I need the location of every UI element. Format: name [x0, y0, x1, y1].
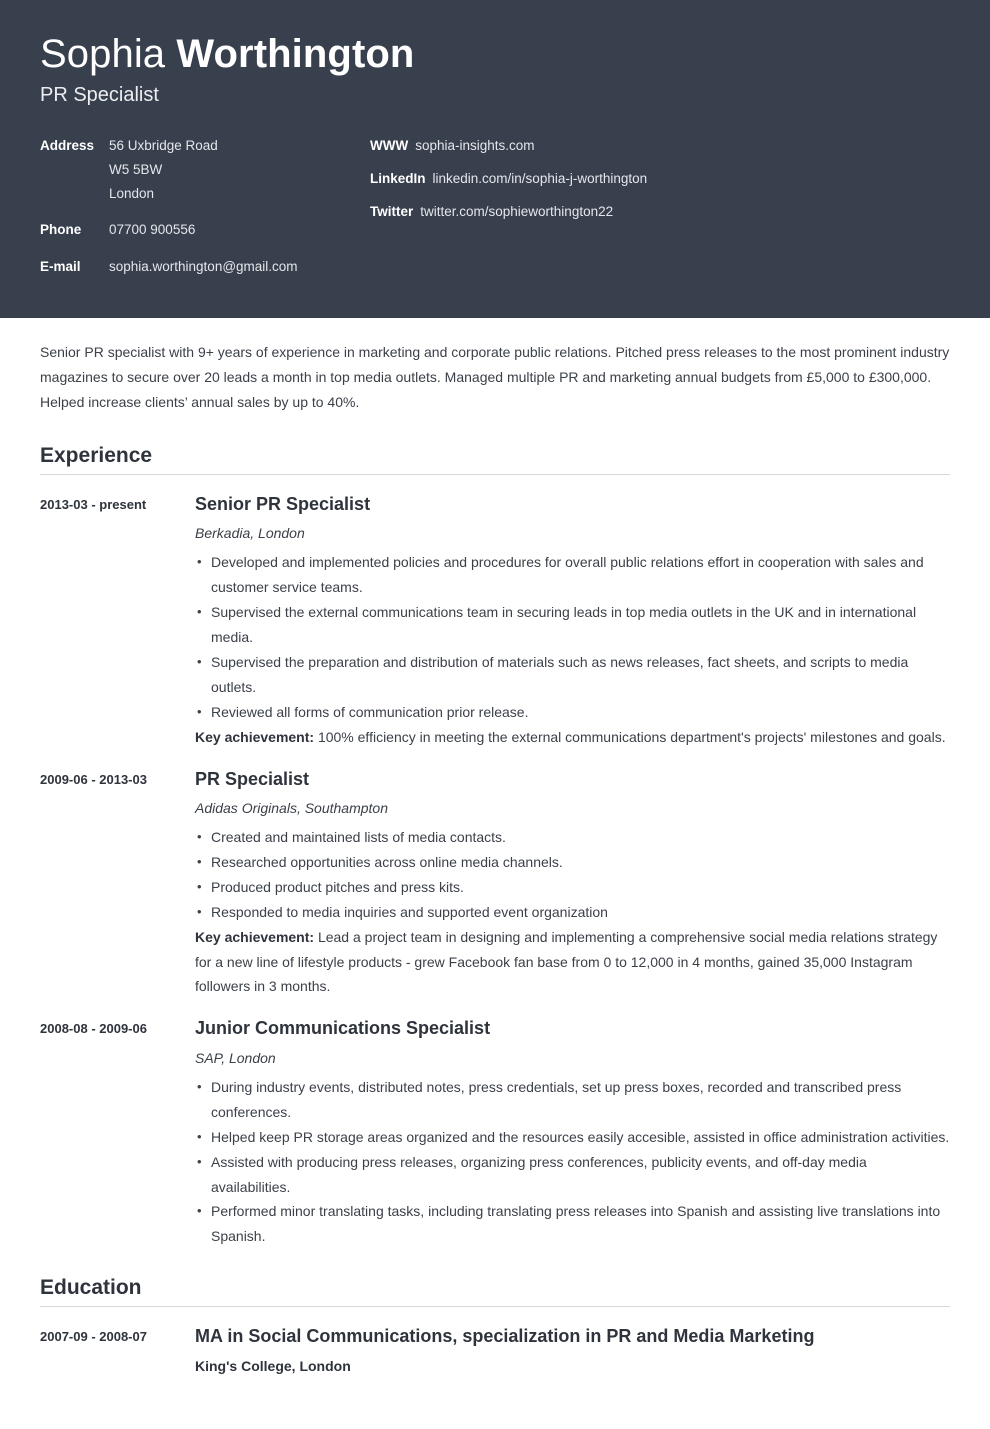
entry-body	[195, 1325, 950, 1383]
contact-row-www[interactable]	[370, 137, 950, 155]
entry-bullet: • Reviewed all forms of communication prior release.	[195, 700, 950, 725]
experience-entries	[40, 493, 950, 1249]
entry-bullet: • Supervised the external communications team in securing leads in top media outlets in the UK and in international media.	[195, 600, 950, 650]
education-degree: MA in Social Communications, specialization in PR and Media Marketing	[195, 1326, 815, 1347]
entry-body	[195, 768, 950, 1000]
professional-summary: Senior PR specialist with 9+ years of experience in marketing and corporate public relations. Pitched press releases to the most prominent industry magazines to secure over 20 leads a month in top media outlets. Managed multiple PR and marketing annual budgets from £5,000 to £300,000. Helped increase clients’ annual sales by up to 40%.	[40, 343, 950, 410]
resume-body	[0, 318, 990, 1429]
experience-entry	[40, 1017, 950, 1249]
first-name: Sophia	[40, 32, 177, 76]
contact-row-address	[40, 137, 370, 155]
entry-bullet: • Helped keep PR storage areas organized and the resources easily accesible, assisted in office administration activities.	[195, 1125, 950, 1150]
entry-dates: 2008-08 - 2009-06	[40, 1021, 147, 1037]
entry-bullet: • Supervised the preparation and distribution of materials such as news releases, fact sheets, and scripts to media outlets.	[195, 650, 950, 700]
key-achievement-text: Lead a project team in designing and implementing a comprehensive social media relations strategy for a new line of lifestyle products - grew Facebook fan base from 0 to 12,000 in 4 months, gained 35,000 Instagram followers in 3 months.	[195, 928, 938, 995]
contact-value-www[interactable]: sophia-insights.com	[415, 137, 535, 153]
entry-bullet: • Researched opportunities across online media channels.	[195, 850, 950, 875]
entry-body	[195, 493, 950, 750]
contact-value-linkedin[interactable]: linkedin.com/in/sophia-j-worthington	[432, 171, 648, 187]
section-divider-experience	[40, 474, 950, 475]
contact-column-left	[40, 137, 370, 284]
contact-row-address-line3	[40, 185, 370, 203]
contact-value-address-line2: W5 5BW	[109, 162, 163, 178]
entry-bullet: • Assisted with producing press releases, organizing press conferences, publicity events, and off-day media availabilities.	[195, 1150, 950, 1200]
contact-label-linkedin: LinkedIn	[370, 171, 426, 187]
entry-bullet-list	[195, 550, 950, 724]
last-name: Worthington	[176, 32, 415, 76]
entry-dates: 2013-03 - present	[40, 496, 147, 512]
entry-bullet: • Produced product pitches and press kits.	[195, 875, 950, 900]
contact-row-twitter[interactable]	[370, 203, 950, 221]
entry-role: Senior PR Specialist	[195, 493, 371, 514]
contact-row-linkedin[interactable]	[370, 170, 950, 188]
entry-company: Adidas Originals, Southampton	[195, 800, 388, 817]
page-title	[40, 32, 950, 77]
entry-role: PR Specialist	[195, 768, 310, 789]
entry-company: SAP, London	[195, 1049, 276, 1066]
contact-row-email[interactable]	[40, 258, 370, 276]
experience-entry	[40, 493, 950, 750]
entry-dates: 2007-09 - 2008-07	[40, 1329, 147, 1345]
contact-value-address-line1: 56 Uxbridge Road	[109, 137, 218, 153]
entry-bullet: • Created and maintained lists of media contacts.	[195, 825, 950, 850]
section-title-education: Education	[40, 1276, 142, 1300]
entry-bullet: • During industry events, distributed notes, press credentials, set up press boxes, recorded and transcribed press conferences.	[195, 1075, 950, 1125]
section-education	[40, 1275, 950, 1383]
education-entry	[40, 1325, 950, 1383]
entry-bullet: • Responded to media inquiries and supported event organization	[195, 900, 950, 925]
contact-label-phone: Phone	[40, 222, 82, 238]
key-achievement	[195, 925, 950, 1000]
contact-row-phone	[40, 221, 370, 239]
contact-row-address-line2	[40, 161, 370, 179]
entry-body	[195, 1017, 950, 1249]
section-title-experience: Experience	[40, 443, 153, 467]
contact-label-address: Address	[40, 137, 95, 153]
contact-label-twitter: Twitter	[370, 204, 414, 220]
entry-company: Berkadia, London	[195, 525, 305, 542]
entry-bullet: • Performed minor translating tasks, including translating press releases into Spanish and assisting live translations into Spanish.	[195, 1199, 950, 1249]
contact-label-www: WWW	[370, 137, 409, 153]
key-achievement	[195, 725, 950, 750]
key-achievement-label: Key achievement:	[195, 728, 315, 745]
resume-header	[0, 0, 990, 318]
education-entries	[40, 1325, 950, 1383]
entry-role: Junior Communications Specialist	[195, 1018, 491, 1039]
contact-value-email[interactable]: sophia.worthington@gmail.com	[109, 258, 298, 274]
entry-bullet-list	[195, 1075, 950, 1249]
entry-bullet-list	[195, 825, 950, 925]
contact-value-phone: 07700 900556	[109, 222, 196, 238]
section-divider-education	[40, 1306, 950, 1307]
contact-details	[40, 137, 950, 284]
experience-entry	[40, 768, 950, 1000]
contact-value-twitter[interactable]: twitter.com/sophieworthington22	[420, 204, 614, 220]
key-achievement-label: Key achievement:	[195, 928, 315, 945]
job-title: PR Specialist	[40, 83, 159, 106]
education-school: King's College, London	[195, 1357, 351, 1374]
entry-bullet: • Developed and implemented policies and procedures for overall public relations effort in cooperation with sales and customer service teams.	[195, 550, 950, 600]
key-achievement-text: 100% efficiency in meeting the external communications department's projects' milestones and goals.	[314, 728, 946, 745]
section-experience	[40, 443, 950, 1250]
contact-column-right	[370, 137, 950, 284]
entry-dates: 2009-06 - 2013-03	[40, 771, 147, 787]
contact-value-address-line3: London	[109, 186, 155, 202]
contact-label-email: E-mail	[40, 258, 81, 274]
